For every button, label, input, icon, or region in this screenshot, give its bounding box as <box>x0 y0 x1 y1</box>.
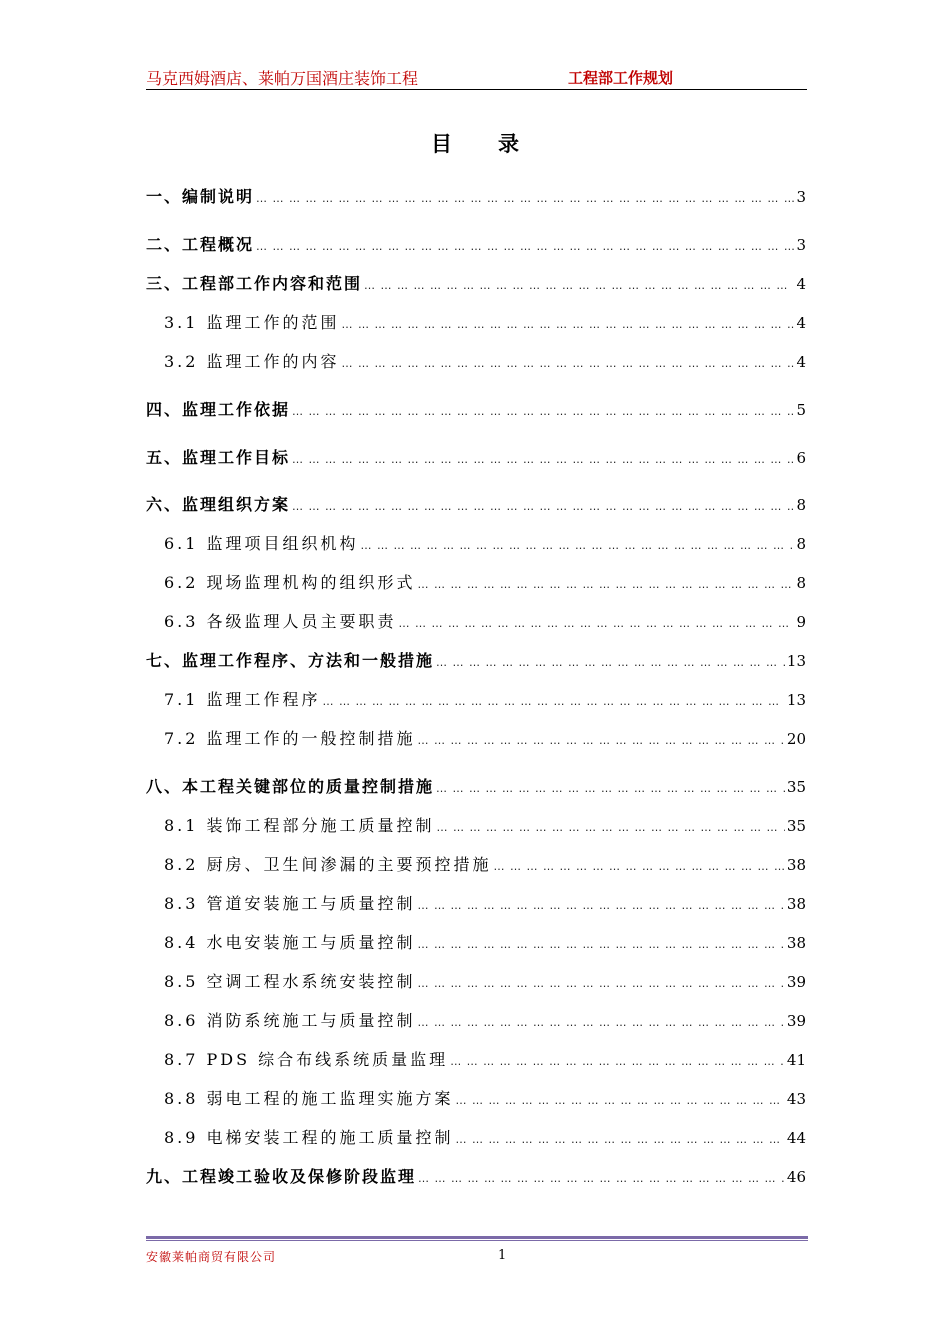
toc-leader-dots <box>418 934 785 956</box>
toc-entry-page: 46 <box>786 1168 806 1186</box>
toc-entry[interactable] <box>146 399 806 423</box>
toc-leader-dots <box>436 652 785 674</box>
toc-entry-label: 6.2 现场监理机构的组织形式 <box>164 573 416 592</box>
toc-leader-dots <box>494 856 785 878</box>
toc-leader-dots <box>342 353 795 375</box>
toc-entry-page: 20 <box>786 730 806 748</box>
toc-entry-page: 38 <box>786 856 806 874</box>
toc-leader-dots <box>323 691 785 713</box>
footer-company: 安徽莱帕商贸有限公司 <box>146 1250 277 1264</box>
toc-entry-label: 一、编制说明 <box>146 187 255 206</box>
toc-leader-dots <box>418 895 785 917</box>
toc-entry[interactable] <box>164 1010 806 1034</box>
footer-rule-thin <box>146 1240 808 1241</box>
toc-leader-dots <box>256 236 794 258</box>
toc-entry[interactable] <box>164 971 806 995</box>
toc-entry[interactable] <box>146 234 806 258</box>
footer-rule-thick <box>146 1236 808 1239</box>
toc-entry-page: 38 <box>786 934 806 952</box>
toc-entry-label: 六、监理组织方案 <box>146 495 291 514</box>
toc-leader-dots <box>292 401 794 423</box>
toc-entry-label: 8.1 装饰工程部分施工质量控制 <box>164 816 435 835</box>
toc-leader-dots <box>342 314 795 336</box>
toc-entry-label: 7.1 监理工作程序 <box>164 690 321 709</box>
toc-entry-label: 8.2 厨房、卫生间渗漏的主要预控措施 <box>164 855 492 874</box>
toc-entry[interactable] <box>146 1166 806 1190</box>
toc-entry[interactable] <box>146 650 806 674</box>
toc-entry[interactable] <box>164 893 806 917</box>
toc-entry[interactable] <box>146 273 806 297</box>
toc-leader-dots <box>364 275 794 297</box>
toc-entry[interactable] <box>164 1088 806 1112</box>
toc-leader-dots <box>450 1051 785 1073</box>
toc-leader-dots <box>418 973 785 995</box>
toc-leader-dots <box>418 730 785 752</box>
toc-entry-page: 4 <box>796 275 806 293</box>
toc-entry-page: 41 <box>786 1051 806 1069</box>
toc-entry-label: 八、本工程关键部位的质量控制措施 <box>146 777 435 796</box>
toc-entry-page: 5 <box>796 401 806 419</box>
header-project-title: 马克西姆酒店、莱帕万国酒庄装饰工程 <box>146 69 419 88</box>
toc-entry-label: 3.1 监理工作的范围 <box>164 313 340 332</box>
toc-entry[interactable] <box>164 572 806 596</box>
toc-entry-label: 8.6 消防系统施工与质量控制 <box>164 1011 416 1030</box>
toc-entry-label: 8.8 弱电工程的施工监理实施方案 <box>164 1089 454 1108</box>
toc-entry[interactable] <box>164 533 806 557</box>
page-title: 目录 <box>431 132 565 156</box>
toc-entry-label: 七、监理工作程序、方法和一般措施 <box>146 651 435 670</box>
toc-entry-page: 8 <box>796 496 806 514</box>
toc-entry-label: 九、工程竣工验收及保修阶段监理 <box>146 1167 417 1186</box>
toc-entry-page: 35 <box>786 778 806 796</box>
toc-entry-label: 二、工程概况 <box>146 235 255 254</box>
toc-leader-dots <box>456 1129 785 1151</box>
toc-entry-label: 8.9 电梯安装工程的施工质量控制 <box>164 1128 454 1147</box>
toc-entry-page: 6 <box>796 449 806 467</box>
toc-leader-dots <box>456 1090 785 1112</box>
toc-entry-label: 6.1 监理项目组织机构 <box>164 534 359 553</box>
toc-leader-dots <box>418 1012 785 1034</box>
toc-entry[interactable] <box>146 447 806 471</box>
toc-leader-dots <box>418 574 795 596</box>
toc-leader-dots <box>256 188 794 210</box>
toc-entry-page: 39 <box>786 973 806 991</box>
toc-entry-label: 8.7 PDS 综合布线系统质量监理 <box>164 1050 449 1069</box>
toc-entry-page: 35 <box>786 817 806 835</box>
toc-entry-page: 8 <box>796 574 806 592</box>
toc-entry-label: 6.3 各级监理人员主要职责 <box>164 612 397 631</box>
header-document-title: 工程部工作规划 <box>568 69 674 87</box>
toc-entry[interactable] <box>146 776 806 800</box>
toc-entry-page: 44 <box>786 1129 806 1147</box>
toc-entry[interactable] <box>164 1049 806 1073</box>
toc-entry-label: 7.2 监理工作的一般控制措施 <box>164 729 416 748</box>
toc-entry-label: 五、监理工作目标 <box>146 448 291 467</box>
toc-entry-page: 4 <box>796 314 806 332</box>
toc-entry[interactable] <box>164 932 806 956</box>
toc-entry-page: 38 <box>786 895 806 913</box>
toc-entry-label: 8.4 水电安装施工与质量控制 <box>164 933 416 952</box>
toc-entry[interactable] <box>164 1127 806 1151</box>
toc-entry[interactable] <box>164 611 806 635</box>
toc-entry-page: 4 <box>796 353 806 371</box>
toc-entry[interactable] <box>164 312 806 336</box>
toc-entry-label: 3.2 监理工作的内容 <box>164 352 340 371</box>
toc-leader-dots <box>418 1168 785 1190</box>
footer-page-number: 1 <box>498 1248 507 1263</box>
toc-entry[interactable] <box>146 494 806 518</box>
toc-entry[interactable] <box>164 728 806 752</box>
toc-entry-page: 9 <box>796 613 806 631</box>
toc-leader-dots <box>437 817 785 839</box>
toc-entry-page: 3 <box>796 236 806 254</box>
toc-entry-page: 43 <box>786 1090 806 1108</box>
toc-entry-page: 13 <box>786 652 806 670</box>
toc-entry[interactable] <box>164 854 806 878</box>
toc-entry[interactable] <box>146 186 806 210</box>
toc-leader-dots <box>399 613 795 635</box>
toc-entry-page: 13 <box>786 691 806 709</box>
toc-entry-page: 8 <box>796 535 806 553</box>
toc-entry-label: 8.5 空调工程水系统安装控制 <box>164 972 416 991</box>
toc-entry-page: 3 <box>796 188 806 206</box>
toc-leader-dots <box>292 449 794 471</box>
toc-entry[interactable] <box>164 351 806 375</box>
toc-entry[interactable] <box>164 815 806 839</box>
toc-entry-page: 39 <box>786 1012 806 1030</box>
toc-entry[interactable] <box>164 689 806 713</box>
toc-entry-label: 四、监理工作依据 <box>146 400 291 419</box>
toc-leader-dots <box>292 496 794 518</box>
toc-entry-label: 三、工程部工作内容和范围 <box>146 274 363 293</box>
toc-leader-dots <box>361 535 795 557</box>
toc-entry-label: 8.3 管道安装施工与质量控制 <box>164 894 416 913</box>
toc-leader-dots <box>436 778 785 800</box>
